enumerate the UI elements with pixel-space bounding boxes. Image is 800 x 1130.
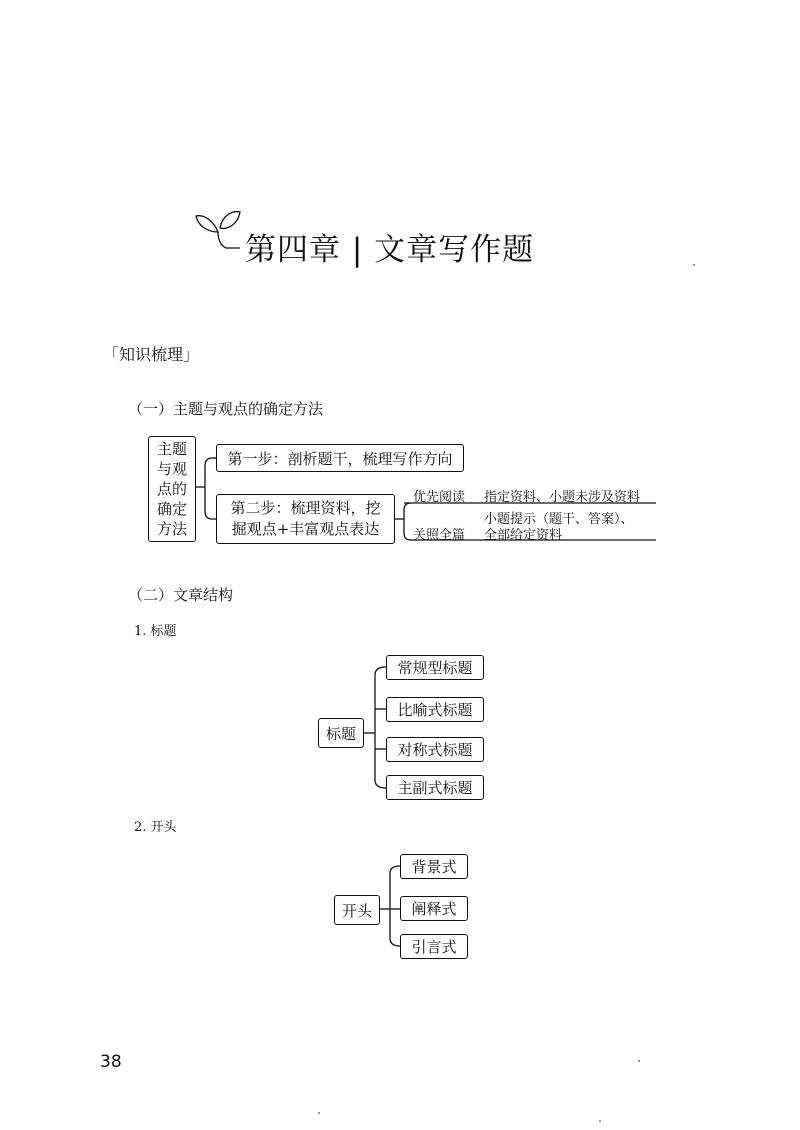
chapter-title: 第四章 | 文章写作题 <box>245 232 535 268</box>
part2-heading: （二）文章结构 <box>128 586 234 604</box>
branch-b-label: 关照全篇 <box>413 528 466 543</box>
root-line: 确定 <box>156 500 187 518</box>
part1-root-box <box>148 436 196 542</box>
step2-line: 掘观点+丰富观点表达 <box>231 520 380 538</box>
part1-heading: （一）主题与观点的确定方法 <box>128 400 324 418</box>
root-line: 点的 <box>156 480 187 498</box>
opening-type-explanation: 阐释式 <box>400 896 468 921</box>
opening-root-box: 开头 <box>334 895 380 925</box>
opening-type-background: 背景式 <box>400 854 468 879</box>
opening-type-quotation: 引言式 <box>400 934 468 959</box>
branch-b-text-line1: 小题提示（题干、答案）、 <box>484 512 634 527</box>
section-label-text: 知识梳理 <box>119 345 184 364</box>
bracket-close: 」 <box>183 345 200 364</box>
branch-a-label: 优先阅读 <box>413 490 466 505</box>
page-number: 38 <box>100 1052 122 1072</box>
scan-speck <box>318 1112 320 1114</box>
scan-speck <box>599 1120 601 1122</box>
sub1-label: 1. 标题 <box>134 624 177 639</box>
root-line: 主题 <box>156 440 187 458</box>
bracket-open: 「 <box>103 345 120 364</box>
sprout-icon <box>196 212 240 248</box>
title-type-main-sub: 主副式标题 <box>386 775 484 800</box>
title-type-symmetric: 对称式标题 <box>386 737 484 762</box>
branch-a-text: 指定资料、小题未涉及资料 <box>484 490 641 505</box>
title-root-box: 标题 <box>318 718 364 748</box>
scan-speck <box>693 264 695 266</box>
title-type-conventional: 常规型标题 <box>386 655 484 680</box>
sub2-label: 2. 开头 <box>134 820 177 835</box>
section-label <box>103 342 199 365</box>
branch-b-text-line2: 全部给定资料 <box>484 528 563 543</box>
title-type-metaphor: 比喻式标题 <box>386 697 484 722</box>
step1-box: 第一步：剖析题干，梳理写作方向 <box>216 444 464 472</box>
root-line: 方法 <box>156 520 187 538</box>
step2-box <box>216 494 395 544</box>
scan-speck <box>638 1060 640 1062</box>
step2-line: 第二步：梳理资料，挖 <box>230 499 381 517</box>
root-line: 与观 <box>156 460 187 478</box>
